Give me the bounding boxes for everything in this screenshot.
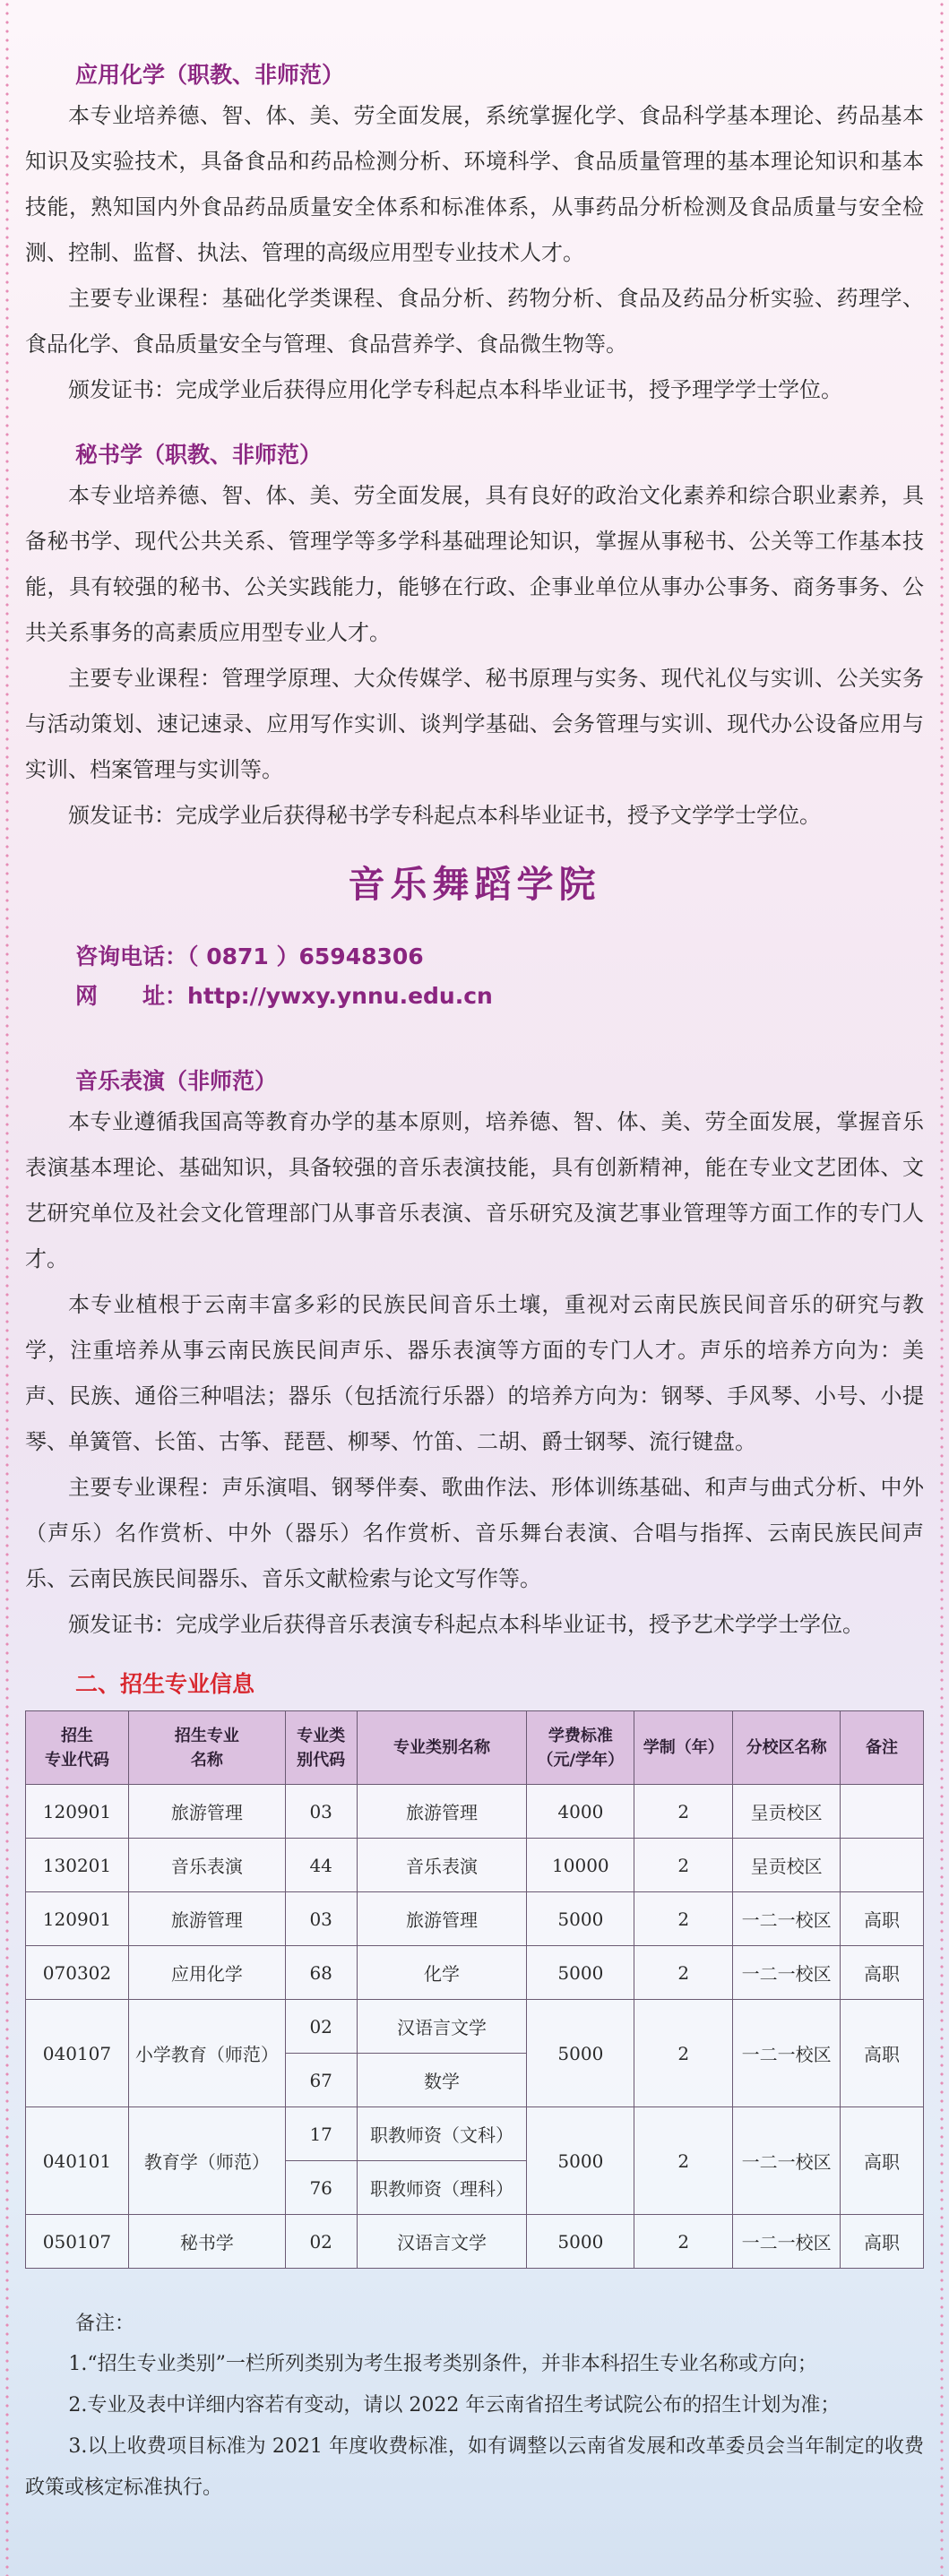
category-name-cell: 职教师资（文科） [357,2107,527,2161]
table-row [26,1892,924,1946]
table-row [26,2107,924,2161]
major-name-cell: 旅游管理 [128,1892,285,1946]
category-code-cell: 67 [285,2054,357,2107]
right-dotted-border [940,0,944,2576]
header-cell: 分校区名称 [733,1711,841,1785]
header-cell: 专业类 别代码 [285,1711,357,1785]
header-cell: 学费标准 （元/学年） [527,1711,634,1785]
table-row [26,1839,924,1892]
years-cell: 2 [634,2000,733,2107]
major-certificate: 颁发证书：完成学业后获得音乐表演专科起点本科毕业证书，授予艺术学学士学位。 [68,1612,864,1637]
web-label: 网 址： [75,983,188,1009]
enrollment-table [25,1710,924,2269]
header-cell: 招生专业 名称 [128,1711,285,1785]
category-name-cell: 旅游管理 [357,1785,527,1839]
major-focus: 本专业植根于云南丰富多彩的民族民间音乐土壤，重视对云南民族民间音乐的研究与教学，注重培养从事云南民族民间声乐、器乐表演等方面的专门人才。声乐的培养方向为：美声、民族、通俗三种唱法；器乐（包括流行乐器）的培养方向为：钢琴、手风琴、小号、小提琴、单簧管、长笛、古筝、琵琶、柳琴、竹笛、二胡、爵士钢琴、流行键盘。 [25,1292,924,1454]
campus-cell: 呈贡校区 [733,1839,841,1892]
campus-cell: 一二一校区 [733,1892,841,1946]
major-courses: 主要专业课程：基础化学类课程、食品分析、药物分析、食品及药品分析实验、药理学、食品化学、食品质量安全与管理、食品营养学、食品微生物等。 [25,286,924,357]
major-code-cell: 130201 [26,1839,129,1892]
college-contact [25,937,924,1016]
fee-cell: 5000 [527,2107,634,2215]
category-code-cell: 68 [285,1946,357,2000]
major-applied-chemistry [25,57,924,413]
major-courses: 主要专业课程：声乐演唱、钢琴伴奏、歌曲作法、形体训练基础、和声与曲式分析、中外（声乐）名作赏析、中外（器乐）名作赏析、音乐舞台表演、合唱与指挥、云南民族民间声乐、云南民族民间器乐、音乐文献检索与论文写作等。 [25,1475,924,1591]
note-item: 1.“招生专业类别”一栏所列类别为考生报考类别条件，并非本科招生专业名称或方向； [68,2353,817,2375]
major-description: 本专业培养德、智、体、美、劳全面发展，具有良好的政治文化素养和综合职业素养，具备秘书学、现代公共关系、管理学等多学科基础理论知识，掌握从事秘书、公关等工作基本技能，具有较强的秘书、公关实践能力，能够在行政、企事业单位从事办公事务、商务事务、公共关系事务的高素质应用型专业人才。 [25,483,924,645]
category-name-cell: 化学 [357,1946,527,2000]
years-cell: 2 [634,2107,733,2215]
major-description: 本专业培养德、智、体、美、劳全面发展，系统掌握化学、食品科学基本理论、药品基本知识及实验技术，具备食品和药品检测分析、环境科学、食品质量管理的基本理论知识和基本技能，熟知国内外食品药品质量安全体系和标准体系，从事药品分析检测及食品质量与安全检测、控制、监督、执法、管理的高级应用型专业技术人才。 [25,103,924,265]
table-row [26,2000,924,2054]
years-cell: 2 [634,2215,733,2269]
years-cell: 2 [634,1892,733,1946]
major-code-cell: 040101 [26,2107,129,2215]
notes-heading: 备注： [75,2313,135,2335]
campus-cell: 一二一校区 [733,1946,841,2000]
fee-cell: 5000 [527,2215,634,2269]
major-name-cell: 秘书学 [128,2215,285,2269]
years-cell: 2 [634,1785,733,1839]
major-secretarial [25,437,924,839]
college-title: 音乐舞蹈学院 [348,863,601,906]
fee-cell: 4000 [527,1785,634,1839]
website-link[interactable]: http://ywxy.ynnu.edu.cn [187,983,493,1009]
note-cell: 高职 [841,2215,924,2269]
years-cell: 2 [634,1839,733,1892]
note-cell [841,1785,924,1839]
phone-number: （ 0871 ）65948306 [187,943,424,969]
fee-cell: 10000 [527,1839,634,1892]
fee-cell: 5000 [527,1892,634,1946]
category-code-cell: 03 [285,1785,357,1839]
category-name-cell: 旅游管理 [357,1892,527,1946]
major-code-cell: 120901 [26,1892,129,1946]
major-courses: 主要专业课程：管理学原理、大众传媒学、秘书原理与实务、现代礼仪与实训、公关实务与活动策划、速记速录、应用写作实训、谈判学基础、会务管理与实训、现代办公设备应用与实训、档案管理与实训等。 [25,666,924,782]
category-name-cell: 音乐表演 [357,1839,527,1892]
note-cell: 高职 [841,1946,924,2000]
major-name-cell: 音乐表演 [128,1839,285,1892]
major-certificate: 颁发证书：完成学业后获得应用化学专科起点本科毕业证书，授予理学学士学位。 [68,377,842,402]
category-code-cell: 03 [285,1892,357,1946]
note-cell: 高职 [841,2000,924,2107]
major-certificate: 颁发证书：完成学业后获得秘书学专科起点本科毕业证书，授予文学学士学位。 [68,803,821,828]
major-name-cell: 应用化学 [128,1946,285,2000]
fee-cell: 5000 [527,1946,634,2000]
phone-label: 咨询电话： [75,943,188,969]
major-name-cell: 教育学（师范） [128,2107,285,2215]
category-code-cell: 44 [285,1839,357,1892]
category-name-cell: 数学 [357,2054,527,2107]
major-code-cell: 120901 [26,1785,129,1839]
category-code-cell: 17 [285,2107,357,2161]
major-title: 应用化学（职教、非师范） [75,62,345,88]
major-code-cell: 070302 [26,1946,129,2000]
table-row [26,1946,924,2000]
table-header-row [26,1711,924,1785]
category-code-cell: 02 [285,2215,357,2269]
major-title: 秘书学（职教、非师范） [75,442,323,468]
category-name-cell: 汉语言文学 [357,2000,527,2054]
note-item: 2.专业及表中详细内容若有变动，请以 2022 年云南省招生考试院公布的招生计划为准； [68,2394,841,2417]
table-row [26,1785,924,1839]
header-cell: 招生 专业代码 [26,1711,129,1785]
major-code-cell: 040107 [26,2000,129,2107]
left-dotted-border [5,0,9,2576]
category-code-cell: 02 [285,2000,357,2054]
campus-cell: 一二一校区 [733,2215,841,2269]
category-name-cell: 职教师资（理科） [357,2161,527,2215]
note-item: 3.以上收费项目标准为 2021 年度收费标准，如有调整以云南省发展和改革委员会当年制定的收费政策或核定标准执行。 [25,2435,924,2499]
section-heading: 二、招生专业信息 [75,1671,255,1697]
fee-cell: 5000 [527,2000,634,2107]
campus-cell: 呈贡校区 [733,1785,841,1839]
major-music-performance [25,1064,924,1648]
notes-block [25,2305,924,2509]
major-name-cell: 旅游管理 [128,1785,285,1839]
header-cell: 备注 [841,1711,924,1785]
note-cell: 高职 [841,1892,924,1946]
major-code-cell: 050107 [26,2215,129,2269]
major-title: 音乐表演（非师范） [75,1068,278,1094]
note-cell [841,1839,924,1892]
contact-phone-line [75,937,924,977]
major-name-cell: 小学教育（师范） [128,2000,285,2107]
category-name-cell: 汉语言文学 [357,2215,527,2269]
header-cell: 专业类别名称 [357,1711,527,1785]
header-cell: 学制（年） [634,1711,733,1785]
campus-cell: 一二一校区 [733,2000,841,2107]
category-code-cell: 76 [285,2161,357,2215]
major-description: 本专业遵循我国高等教育办学的基本原则，培养德、智、体、美、劳全面发展，掌握音乐表演基本理论、基础知识，具备较强的音乐表演技能，具有创新精神，能在专业文艺团体、文艺研究单位及社会文化管理部门从事音乐表演、音乐研究及演艺事业管理等方面工作的专门人才。 [25,1109,924,1271]
table-row [26,2215,924,2269]
note-cell: 高职 [841,2107,924,2215]
contact-web-line [75,977,924,1016]
campus-cell: 一二一校区 [733,2107,841,2215]
years-cell: 2 [634,1946,733,2000]
